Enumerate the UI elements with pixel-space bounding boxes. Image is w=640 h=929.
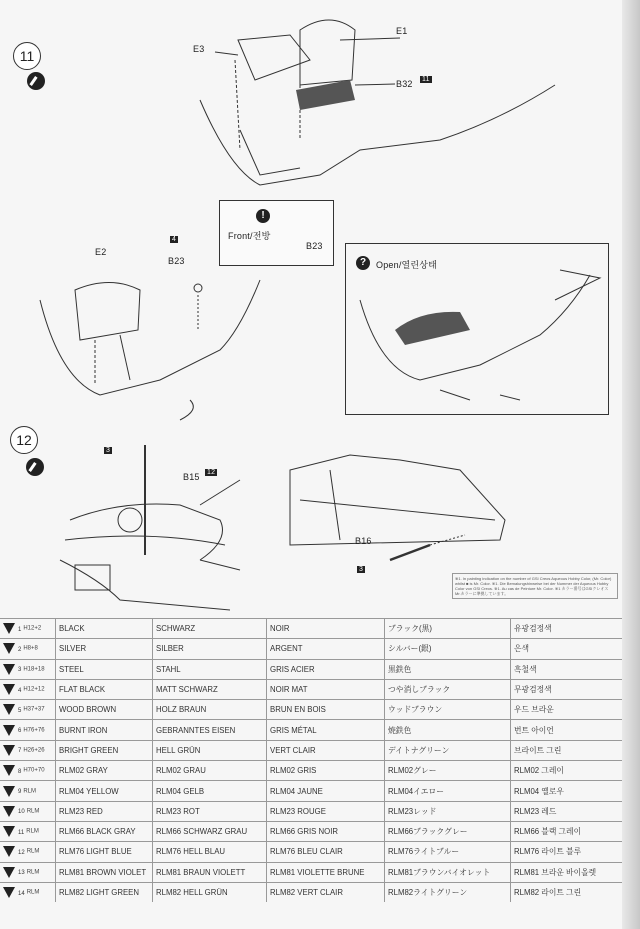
paint-triangle-icon [3, 806, 15, 817]
paint-row [0, 700, 622, 720]
direction-note-box [219, 200, 334, 266]
paint-fr: RLM04 JAUNE [267, 781, 385, 801]
paint-triangle-icon [3, 704, 15, 715]
paint-kr: 브라이트 그린 [511, 740, 623, 760]
front-label: Front/전방 [228, 231, 271, 241]
paint-code: RLM [26, 848, 40, 855]
paint-jp: RLM23レッド [385, 801, 511, 821]
paint-code: RLM [26, 889, 40, 896]
paint-row [0, 659, 622, 679]
paint-fr: VERT CLAIR [267, 740, 385, 760]
paint-fr: RLM66 GRIS NOIR [267, 821, 385, 841]
paint-symbol [0, 679, 56, 699]
paint-de: MATT SCHWARZ [153, 679, 267, 699]
paint-en: RLM81 BROWN VIOLET [56, 862, 153, 882]
paint-kr: RLM66 블랙 그레이 [511, 821, 623, 841]
paint-triangle-icon [3, 887, 15, 898]
paint-kr: 은색 [511, 639, 623, 659]
paint-kr: RLM04 옐로우 [511, 781, 623, 801]
paint-code: H70+70 [23, 767, 45, 774]
canopy-e3 [238, 35, 310, 80]
paint-fr: BRUN EN BOIS [267, 700, 385, 720]
fuselage-outline-a [200, 85, 555, 185]
paint-code: RLM [26, 869, 40, 876]
paint-en: STEEL [56, 659, 153, 679]
part-b32-label: B32 [396, 79, 413, 89]
paint-de: RLM04 GELB [153, 781, 267, 801]
open-state-box [345, 243, 609, 415]
paint-code: RLM [23, 788, 37, 795]
paint-row [0, 740, 622, 760]
paint-callout-b23: 4 [172, 236, 177, 243]
paint-code: H76+76 [23, 727, 45, 734]
paint-fr: GRIS ACIER [267, 659, 385, 679]
paint-row [0, 619, 622, 639]
paint-number: 12 [18, 849, 25, 856]
paint-en: BLACK [56, 619, 153, 639]
paint-number: 14 [18, 890, 25, 897]
paint-jp: RLM81ブラウンバイオレット [385, 862, 511, 882]
paint-code: H26+26 [23, 747, 45, 754]
step-12-number: 12 [10, 426, 38, 454]
note-part-label: B23 [306, 241, 323, 251]
paint-triangle-icon [3, 786, 15, 797]
paint-en: RLM02 GRAY [56, 761, 153, 781]
paint-jp: シルバー(銀) [385, 639, 511, 659]
paint-en: FLAT BLACK [56, 679, 153, 699]
paint-fr: GRIS MÉTAL [267, 720, 385, 740]
paint-jp: RLM02グレー [385, 761, 511, 781]
part-b23-label: B23 [168, 256, 185, 266]
paint-row [0, 720, 622, 740]
paint-row [0, 679, 622, 699]
paint-jp: RLM82ライトグリーン [385, 882, 511, 902]
paint-number: 5 [18, 707, 22, 714]
paint-fr: RLM82 VERT CLAIR [267, 882, 385, 902]
paint-de: GEBRANNTES EISEN [153, 720, 267, 740]
paint-kr: 유광검정색 [511, 619, 623, 639]
paint-jp: RLM66ブラックグレー [385, 821, 511, 841]
paint-code: RLM [26, 828, 39, 835]
paint-triangle-icon [3, 664, 15, 675]
paint-en: BRIGHT GREEN [56, 740, 153, 760]
paint-kr: 흑철색 [511, 659, 623, 679]
paint-kr: 무광검정색 [511, 679, 623, 699]
paint-row [0, 821, 622, 841]
paint-de: SCHWARZ [153, 619, 267, 639]
paint-row [0, 761, 622, 781]
step-11-number: 11 [13, 42, 41, 70]
paint-symbol [0, 862, 56, 882]
paint-code: RLM [26, 808, 40, 815]
paint-number: 2 [18, 647, 22, 653]
paint-triangle-icon [3, 826, 15, 837]
tail-wheel [118, 508, 142, 532]
paint-symbol [0, 781, 56, 801]
paint-kr: RLM76 라이트 블루 [511, 842, 623, 862]
part-b16 [390, 545, 430, 560]
paint-note-fineprint: ※1. In painting indication on the number of GSI Creos Aqueous Hobby Color, (Mr. Color) whilst ■ is Mr. Color. ※1. Die Bemalungshinweise bei der Nummer der Aqueous Hobby Color von GSI Creos. ※1. Au cas de Peinture Mr. Color. ※1 カラー番号はGSIクレオス Mr.カラーに準拠しています。 [452, 573, 618, 599]
paint-color-table [0, 618, 622, 902]
paint-symbol [0, 700, 56, 720]
paint-kr: 번트 아이언 [511, 720, 623, 740]
paint-symbol [0, 619, 56, 639]
paint-fr: ARGENT [267, 639, 385, 659]
paint-triangle-icon [3, 765, 15, 776]
paint-row [0, 801, 622, 821]
paint-callout-b15: 12 [207, 469, 216, 476]
paint-row [0, 842, 622, 862]
part-e1-label: E1 [396, 26, 408, 36]
paint-symbol [0, 639, 56, 659]
paint-fr: NOIR [267, 619, 385, 639]
paint-number: 4 [18, 687, 22, 694]
paint-de: RLM82 HELL GRÜN [153, 882, 267, 902]
part-e2-label: E2 [95, 247, 107, 257]
callout-b15: 3 [106, 447, 111, 454]
paint-de: RLM81 BRAUN VIOLETT [153, 862, 267, 882]
paint-jp: ブラック(黒) [385, 619, 511, 639]
paint-de: RLM02 GRAU [153, 761, 267, 781]
paint-symbol [0, 740, 56, 760]
paint-jp: RLM76ライトブルー [385, 842, 511, 862]
paint-jp: デイトナグリーン [385, 740, 511, 760]
paint-symbol [0, 761, 56, 781]
paint-jp: RLM04イエロー [385, 781, 511, 801]
glue-icon [26, 458, 44, 476]
paint-row [0, 639, 622, 659]
paint-de: RLM66 SCHWARZ GRAU [153, 821, 267, 841]
paint-de: SILBER [153, 639, 267, 659]
paint-de: HELL GRÜN [153, 740, 267, 760]
paint-fr: RLM23 ROUGE [267, 801, 385, 821]
paint-kr: RLM02 그레이 [511, 761, 623, 781]
part-e3-label: E3 [193, 44, 205, 54]
paint-de: STAHL [153, 659, 267, 679]
paint-de: RLM76 HELL BLAU [153, 842, 267, 862]
paint-kr: 우드 브라운 [511, 700, 623, 720]
paint-triangle-icon [3, 725, 15, 736]
paint-fr: NOIR MAT [267, 679, 385, 699]
paint-triangle-icon [3, 867, 15, 878]
paint-kr: RLM23 레드 [511, 801, 623, 821]
wing-outline [290, 455, 505, 545]
paint-number: 8 [18, 768, 22, 775]
paint-triangle-icon [3, 643, 15, 654]
paint-en: RLM76 LIGHT BLUE [56, 842, 153, 862]
paint-number: 11 [18, 829, 25, 836]
paint-number: 13 [18, 870, 25, 877]
paint-en: BURNT IRON [56, 720, 153, 740]
paint-symbol [0, 720, 56, 740]
paint-symbol [0, 882, 56, 902]
part-b16-label: B16 [355, 536, 372, 546]
paint-number: 9 [18, 789, 22, 796]
paint-fr: RLM02 GRIS [267, 761, 385, 781]
paint-symbol [0, 801, 56, 821]
open-label: Open/열린상태 [376, 260, 438, 270]
paint-row [0, 882, 622, 902]
paint-row [0, 781, 622, 801]
paint-symbol [0, 842, 56, 862]
paint-code: H37+37 [23, 706, 45, 713]
paint-number: 10 [18, 809, 25, 816]
canopy-e1 [300, 20, 355, 85]
paint-triangle-icon [3, 623, 15, 634]
paint-number: 7 [18, 748, 22, 755]
paint-jp: 焼鉄色 [385, 720, 511, 740]
paint-en: RLM82 LIGHT GREEN [56, 882, 153, 902]
paint-number: 6 [18, 728, 22, 735]
paint-jp: つや消しブラック [385, 679, 511, 699]
paint-code: H12+12 [23, 686, 45, 693]
paint-en: WOOD BROWN [56, 700, 153, 720]
paint-kr: RLM81 브라운 바이올렛 [511, 862, 623, 882]
callout-b16: 3 [359, 566, 364, 573]
paint-jp: ウッドブラウン [385, 700, 511, 720]
paint-jp: 黒鉄色 [385, 659, 511, 679]
paint-symbol [0, 659, 56, 679]
warning-icon: ? [356, 256, 370, 270]
paint-en: SILVER [56, 639, 153, 659]
paint-kr: RLM82 라이트 그린 [511, 882, 623, 902]
paint-row [0, 862, 622, 882]
paint-number: 3 [18, 667, 22, 674]
canopy-e2 [75, 283, 140, 341]
paint-code: H12+2 [23, 625, 42, 632]
paint-number: 1 [18, 626, 22, 633]
paint-callout-b32: 11 [422, 76, 430, 83]
paint-de: RLM23 ROT [153, 801, 267, 821]
paint-triangle-icon [3, 684, 15, 695]
paint-code: H18+18 [23, 666, 45, 673]
paint-fr: RLM76 BLEU CLAIR [267, 842, 385, 862]
warning-icon: ! [256, 209, 270, 223]
glue-icon [27, 72, 45, 90]
paint-code: H8+8 [23, 645, 38, 652]
paint-symbol [0, 821, 56, 841]
paint-fr: RLM81 VIOLETTE BRUNE [267, 862, 385, 882]
paint-en: RLM23 RED [56, 801, 153, 821]
binding-spine [622, 0, 640, 929]
paint-triangle-icon [3, 745, 15, 756]
paint-triangle-icon [3, 846, 15, 857]
part-b15-label: B15 [183, 472, 200, 482]
paint-en: RLM04 YELLOW [56, 781, 153, 801]
paint-en: RLM66 BLACK GRAY [56, 821, 153, 841]
paint-de: HOLZ BRAUN [153, 700, 267, 720]
